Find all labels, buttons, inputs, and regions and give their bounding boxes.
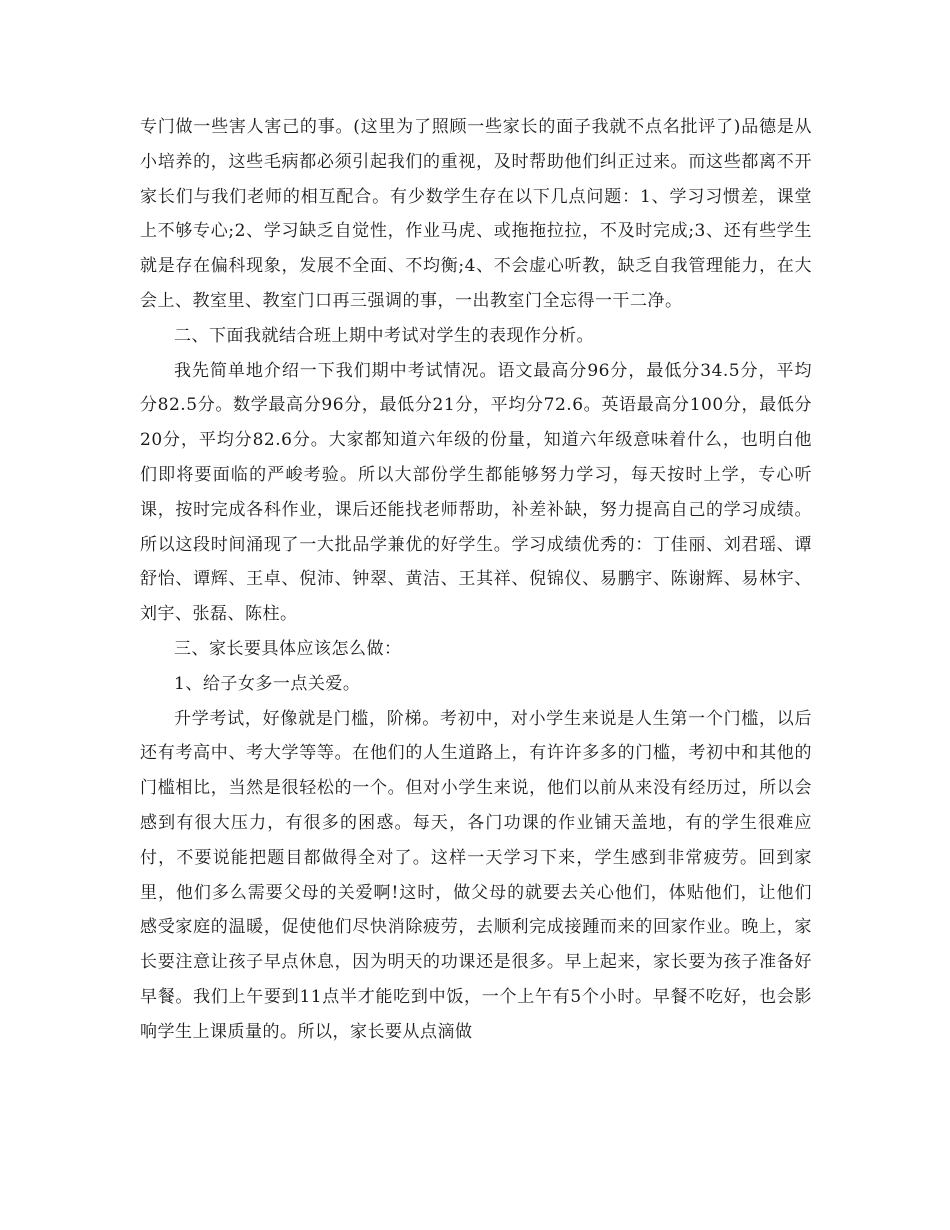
paragraph-exam-results: 我先简单地介绍一下我们期中考试情况。语文最高分96分，最低分34.5分，平均分82.5分。数学最高分96分，最低分21分，平均分72.6。英语最高分100分，最低分20分，平均分82.6分。大家都知道六年级的份量，知道六年级意味着什么，也明白他们即将要面临的严峻考验。所以大部份学生都能够努力学习，每天按时上学，专心听课，按时完成各科作业，课后还能找老师帮助，补差补缺，努力提高自己的学习成绩。所以这段时间涌现了一大批品学兼优的好学生。学习成绩优秀的：丁佳丽、刘君瑶、谭舒怡、谭辉、王卓、倪沛、钟翠、黄洁、王其祥、倪锦仪、易鹏宇、陈谢辉、易林宇、刘宇、张磊、陈柱。 [140, 360, 812, 625]
document-body [140, 110, 812, 1050]
paragraph-care: 升学考试，好像就是门槛，阶梯。考初中，对小学生来说是人生第一个门槛，以后还有考高中、考大学等等。在他们的人生道路上，有许许多多的门槛，考初中和其他的门槛相比，当然是很轻松的一个。但对小学生来说，他们以前从来没有经历过，所以会感到有很大压力，有很多的困惑。每天，各门功课的作业铺天盖地，有的学生很难应付，不要说能把题目都做得全对了。这样一天学习下来，学生感到非常疲劳。回到家里，他们多么需要父母的关爱啊!这时，做父母的就要去关心他们，体贴他们，让他们感受家庭的温暖，促使他们尽快消除疲劳，去顺利完成接踵而来的回家作业。晚上，家长要注意让孩子早点休息，因为明天的功课还是很多。早上起来，家长要为孩子准备好早餐。我们上午要到11点半才能吃到中饭，一个上午有5个小时。早餐不吃好，也会影响学生上课质量的。所以，家长要从点滴做 [140, 708, 812, 1042]
heading-section-three: 三、家长要具体应该怎么做： [174, 638, 402, 659]
paragraph-problems: 专门做一些害人害己的事。(这里为了照顾一些家长的面子我就不点名批评了)品德是从小培养的，这些毛病都必须引起我们的重视，及时帮助他们纠正过来。而这些都离不开家长们与我们老师的相互配合。有少数学生存在以下几点问题：1、学习习惯差，课堂上不够专心;2、学习缺乏自觉性，作业马虎、或拖拖拉拉，不及时完成;3、还有些学生就是存在偏科现象，发展不全面、不均衡;4、不会虚心听教，缺乏自我管理能力，在大会上、教室里、教室门口再三强调的事，一出教室门全忘得一干二净。 [140, 117, 812, 311]
heading-item-one: 1、给子女多一点关爱。 [174, 673, 361, 694]
heading-section-two: 二、下面我就结合班上期中考试对学生的表现作分析。 [174, 325, 594, 346]
